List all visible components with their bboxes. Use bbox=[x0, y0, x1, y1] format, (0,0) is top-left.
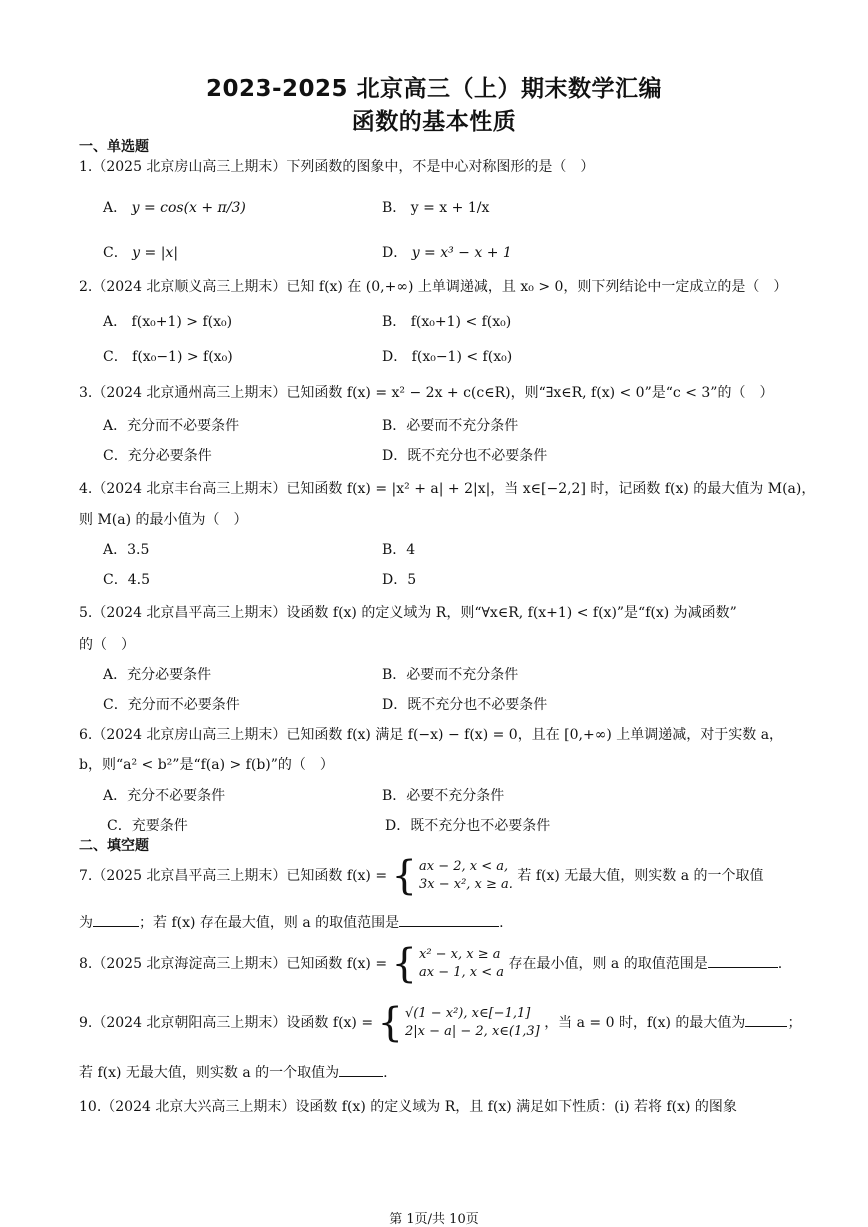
case-1: ax − 2, x < a, bbox=[418, 859, 509, 874]
question-5-option-b: B．必要而不充分条件 bbox=[382, 667, 519, 683]
question-8-line bbox=[79, 941, 783, 987]
option-label: D． bbox=[382, 245, 408, 261]
answer-blank[interactable] bbox=[339, 1064, 383, 1077]
question-6-option-a: A．充分不必要条件 bbox=[103, 788, 226, 804]
question-10-stem: 10.（2024 北京大兴高三上期末）设函数 f(x) 的定义域为 R，且 f(x) 满足如下性质：(i) 若将 f(x) 的图象 bbox=[79, 1099, 737, 1115]
piecewise-function bbox=[377, 1000, 540, 1046]
question-5-option-a: A．充分必要条件 bbox=[103, 667, 212, 683]
question-9-line2-b: . bbox=[383, 1065, 388, 1081]
question-5-option-c: C．充分而不必要条件 bbox=[103, 697, 240, 713]
answer-blank[interactable] bbox=[93, 914, 139, 927]
option-b-math: y = x + 1/x bbox=[410, 200, 490, 216]
case-2: 3x − x², x ≥ a. bbox=[418, 877, 513, 892]
question-1-stem: 1.（2025 北京房山高三上期末）下列函数的图象中，不是中心对称图形的是（ ） bbox=[79, 159, 595, 175]
section-single-choice: 一、单选题 bbox=[79, 139, 149, 155]
document-subtitle: 函数的基本性质 bbox=[351, 109, 517, 135]
piecewise-cases bbox=[419, 946, 504, 982]
question-1-option-d bbox=[382, 242, 512, 262]
question-9-prefix: 9.（2024 北京朝阳高三上期末）设函数 f(x) = bbox=[79, 1015, 374, 1031]
question-6-option-c: C．充要条件 bbox=[107, 818, 188, 834]
answer-blank[interactable] bbox=[745, 1014, 787, 1027]
question-7-line2-c: . bbox=[499, 915, 504, 931]
question-1-option-c bbox=[103, 242, 178, 262]
option-label: A． bbox=[103, 200, 128, 216]
case-1: √(1 − x²), x∈[−1,1] bbox=[404, 1006, 531, 1021]
piecewise-function bbox=[391, 941, 504, 987]
question-7-line2-b: ；若 f(x) 存在最大值，则 a 的取值范围是 bbox=[139, 915, 400, 931]
question-6-stem-line2: b，则“a² < b²”是“f(a) > f(b)”的（ ） bbox=[79, 757, 334, 773]
option-d-math: y = x³ − x + 1 bbox=[411, 245, 512, 261]
question-4-option-d: D．5 bbox=[382, 572, 417, 588]
question-7-line1 bbox=[79, 853, 764, 899]
option-a-math: y = cos(x + π/3) bbox=[131, 200, 246, 216]
question-3-option-d: D．既不充分也不必要条件 bbox=[382, 448, 548, 464]
brace-symbol: { bbox=[377, 1000, 403, 1046]
case-2: ax − 1, x < a bbox=[418, 965, 504, 980]
question-1-option-a bbox=[103, 197, 246, 217]
question-8-suffix: 存在最小值，则 a 的取值范围是 bbox=[508, 956, 708, 972]
brace-symbol: { bbox=[391, 941, 417, 987]
question-5-stem-line2: 的（ ） bbox=[79, 637, 135, 653]
question-9-suffix: ，当 a = 0 时，f(x) 的最大值为 bbox=[544, 1015, 746, 1031]
option-label: C． bbox=[103, 245, 128, 261]
question-5-stem-line1: 5.（2024 北京昌平高三上期末）设函数 f(x) 的定义域为 R，则“∀x∈R, f(x+1) < f(x)”是“f(x) 为减函数” bbox=[79, 605, 737, 621]
question-6-stem-line1: 6.（2024 北京房山高三上期末）已知函数 f(x) 满足 f(−x) − f(x) = 0，且在 [0,+∞) 上单调递减，对于实数 a， bbox=[79, 727, 784, 743]
brace-symbol: { bbox=[391, 853, 417, 899]
question-9-end: ； bbox=[787, 1015, 802, 1031]
question-8-prefix: 8.（2025 北京海淀高三上期末）已知函数 f(x) = bbox=[79, 956, 388, 972]
section-fill-blank: 二、填空题 bbox=[79, 838, 149, 854]
answer-blank[interactable] bbox=[399, 914, 499, 927]
question-9-line1 bbox=[79, 1000, 802, 1046]
question-8-end: . bbox=[777, 956, 783, 972]
question-1-option-b bbox=[382, 197, 489, 217]
question-4-option-b: B．4 bbox=[382, 542, 416, 558]
case-2: 2|x − a| − 2, x∈(1,3] bbox=[404, 1024, 540, 1039]
question-2-stem: 2.（2024 北京顺义高三上期末）已知 f(x) 在 (0,+∞) 上单调递减，且 x₀ > 0，则下列结论中一定成立的是（ ） bbox=[79, 279, 788, 295]
question-3-option-b: B．必要而不充分条件 bbox=[382, 418, 519, 434]
question-4-stem-line1: 4.（2024 北京丰台高三上期末）已知函数 f(x) = |x² + a| + 2|x|，当 x∈[−2,2] 时，记函数 f(x) 的最大值为 M(a)， bbox=[79, 481, 816, 497]
question-3-option-a: A．充分而不必要条件 bbox=[103, 418, 240, 434]
question-9-line2-a: 若 f(x) 无最大值，则实数 a 的一个取值为 bbox=[79, 1065, 340, 1081]
question-2-option-b: B． f(x₀+1) < f(x₀) bbox=[382, 314, 512, 330]
question-6-option-d: D．既不充分也不必要条件 bbox=[385, 818, 551, 834]
question-4-option-a: A．3.5 bbox=[103, 542, 150, 558]
piecewise-cases bbox=[405, 1005, 540, 1041]
question-7-line2-a: 为 bbox=[79, 915, 93, 931]
question-2-option-a: A． f(x₀+1) > f(x₀) bbox=[103, 314, 233, 330]
question-5-option-d: D．既不充分也不必要条件 bbox=[382, 697, 548, 713]
piecewise-function bbox=[391, 853, 513, 899]
question-2-option-d: D． f(x₀−1) < f(x₀) bbox=[382, 349, 513, 365]
option-c-math: y = |x| bbox=[132, 245, 179, 261]
answer-blank[interactable] bbox=[708, 955, 778, 968]
question-6-option-b: B．必要不充分条件 bbox=[382, 788, 505, 804]
question-9-line2 bbox=[79, 1062, 388, 1082]
question-7-prefix: 7.（2025 北京昌平高三上期末）已知函数 f(x) = bbox=[79, 868, 388, 884]
document-title: 2023-2025 北京高三（上）期末数学汇编 bbox=[205, 76, 663, 102]
question-3-stem: 3.（2024 北京通州高三上期末）已知函数 f(x) = x² − 2x + c(c∈R)，则“∃x∈R, f(x) < 0”是“c < 3”的（ ） bbox=[79, 385, 774, 401]
case-1: x² − x, x ≥ a bbox=[418, 947, 501, 962]
question-4-option-c: C．4.5 bbox=[103, 572, 150, 588]
question-7-line2 bbox=[79, 912, 504, 932]
piecewise-cases bbox=[419, 858, 513, 894]
option-label: B． bbox=[382, 200, 407, 216]
question-2-option-c: C． f(x₀−1) > f(x₀) bbox=[103, 349, 233, 365]
question-7-suffix: 若 f(x) 无最大值，则实数 a 的一个取值 bbox=[517, 868, 764, 884]
question-4-stem-line2: 则 M(a) 的最小值为（ ） bbox=[79, 512, 248, 528]
question-3-option-c: C．充分必要条件 bbox=[103, 448, 212, 464]
page-footer: 第 1页/共 10页 bbox=[389, 1212, 479, 1227]
